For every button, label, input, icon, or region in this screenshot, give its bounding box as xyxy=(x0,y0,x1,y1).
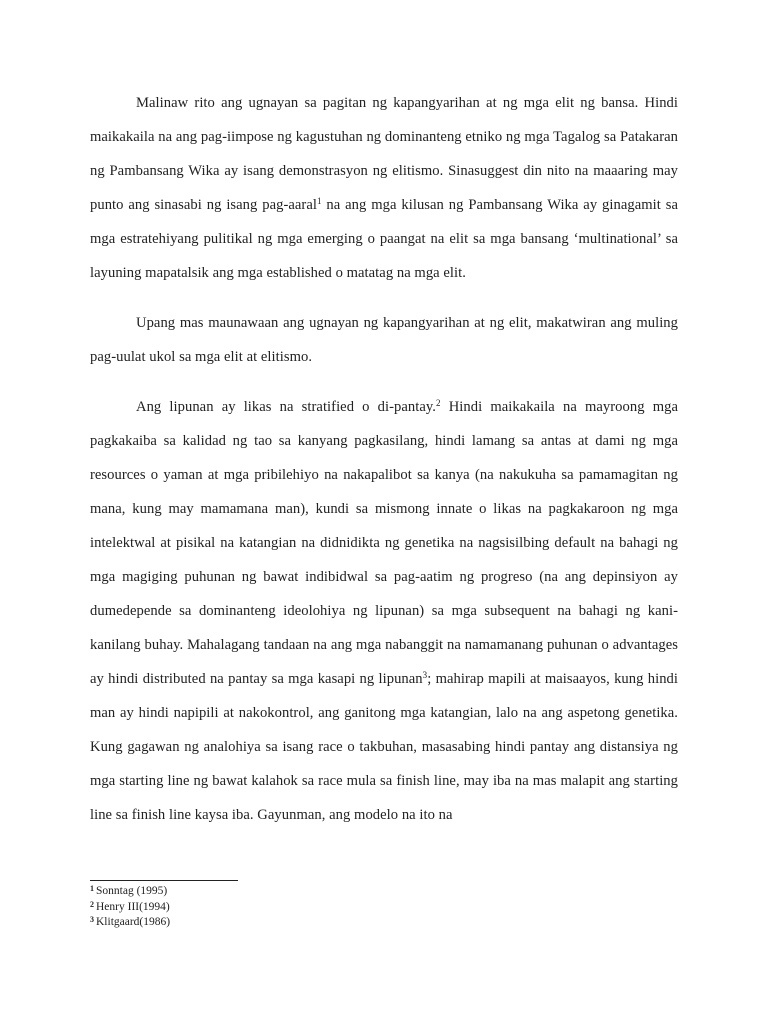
footnote-text: Klitgaard(1986) xyxy=(96,916,171,928)
paragraph-text: na ang mga kilusan ng Pambansang Wika ay ginagamit sa mga estratehiyang pulitikal ng mga emerging o paangat na elit sa mga bansang ‘multinational’ sa layuning mapatalsik ang mga established o matatag na mga elit. xyxy=(90,197,678,281)
footnote-number: 3 xyxy=(90,915,94,924)
footnote-1 xyxy=(90,884,390,900)
paragraph-text: Ang lipunan ay likas na stratified o di-pantay. xyxy=(136,399,436,415)
footnote-2 xyxy=(90,900,390,916)
paragraph-text: Malinaw rito ang ugnayan sa pagitan ng kapangyarihan at ng mga elit ng bansa. Hindi maikakaila na ang pag-iimpose ng kagustuhan ng dominanteng etniko ng mga Tagalog sa Patakaran ng Pambansang Wika ay isang demonstrasyon ng elitismo. Sinasuggest din nito na maaaring may punto ang sinasabi ng isang pag-aaral xyxy=(90,95,678,213)
paragraph-text: Hindi maikakaila na mayroong mga pagkakaiba sa kalidad ng tao sa kanyang pagkasilang, hindi lamang sa antas at dami ng mga resources o yaman at mga pribilehiyo na nakapalibot sa kanya (na nakukuha sa pamamagitan ng mana, kung may mamamana man), kundi sa mismong innate o likas na pagkakaroon ng mga intelektwal at pisikal na katangian na didnidikta ng genetika na nagsisilbing default na bahagi ng mga magiging puhunan ng bawat indibidwal sa pag-aatim ng progreso (na ang depinsiyon ay dumedepende sa dominanteng ideolohiya ng lipunan) sa mga subsequent na bahagi ng kani-kanilang buhay. Mahalagang tandaan na ang mga nabanggit na namamanang puhunan o advantages ay hindi distributed na pantay sa mga kasapi ng lipunan xyxy=(90,399,678,687)
paragraph-text: ; mahirap mapili at maisaayos, kung hindi man ay hindi napipili at nakokontrol, ang ganitong mga katangian, lalo na ang aspetong genetika. Kung gagawan ng analohiya sa isang race o takbuhan, masasabing hindi pantay ang distansiya ng mga starting line ng bawat kalahok sa race mula sa finish line, may iba na mas malapit ang starting line sa finish line kaysa iba. Gayunman, ang modelo na ito na xyxy=(90,671,679,823)
footnote-text: Sonntag (1995) xyxy=(96,885,168,897)
footnote-separator xyxy=(90,880,238,881)
footnotes xyxy=(90,880,390,931)
footnote-number: 2 xyxy=(90,899,94,909)
footnote-text: Henry III(1994) xyxy=(96,900,170,913)
paragraph-text: Upang mas maunawaan ang ugnayan ng kapangyarihan at ng elit, makatwiran ang muling pag-uulat ukol sa mga elit at elitismo. xyxy=(90,315,678,365)
paragraph-2 xyxy=(90,306,678,374)
footnote-reference: 2 xyxy=(435,398,441,408)
footnote-number: 1 xyxy=(90,884,94,893)
document-body xyxy=(90,86,678,832)
paragraph-3 xyxy=(90,390,678,832)
paragraph-1 xyxy=(90,86,678,290)
footnote-reference: 1 xyxy=(316,196,322,206)
footnote-3 xyxy=(90,915,390,931)
footnote-reference: 3 xyxy=(422,670,428,680)
